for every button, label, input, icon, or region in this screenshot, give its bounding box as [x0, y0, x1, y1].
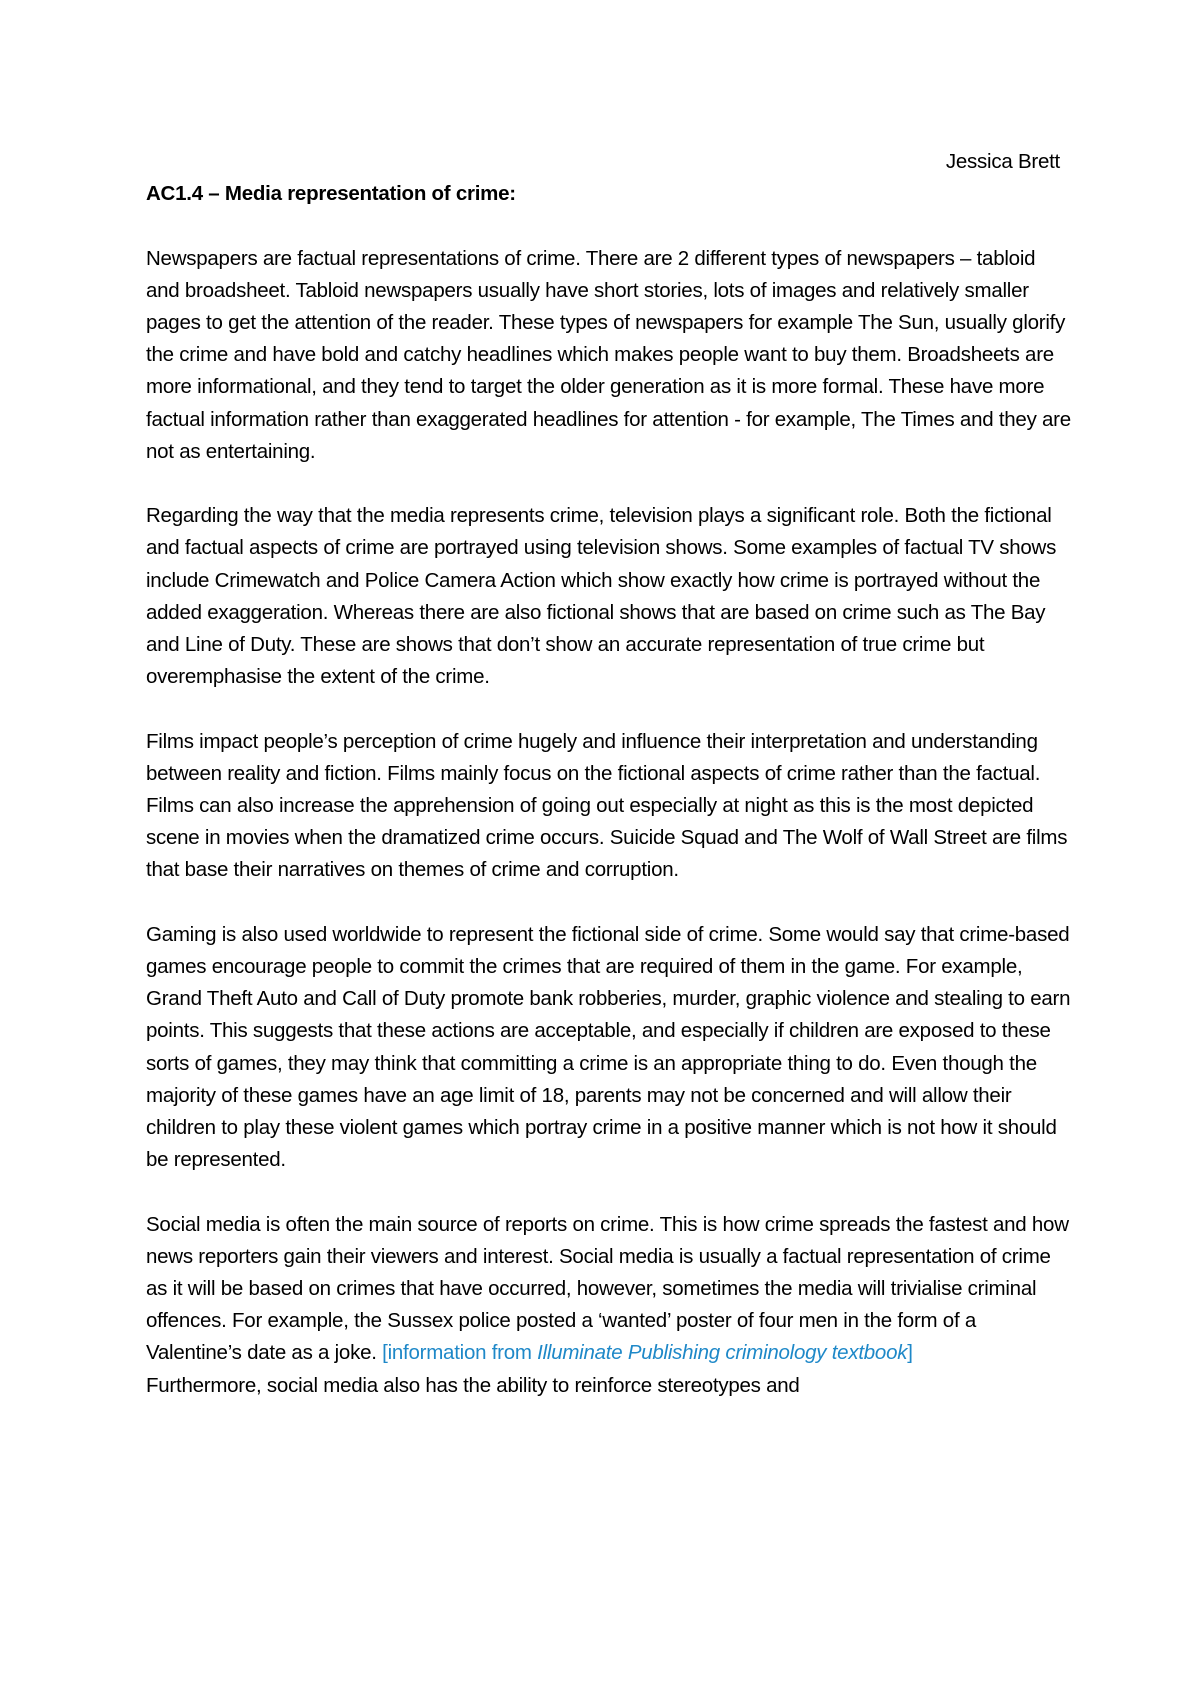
citation-close: ] — [907, 1341, 913, 1365]
document-body — [146, 146, 1071, 1434]
citation-open: [information from — [382, 1341, 538, 1365]
document-heading: AC1.4 – Media representation of crime: — [146, 182, 516, 206]
author-name: Jessica Brett — [945, 150, 1060, 173]
paragraph-gaming: Gaming is also used worldwide to represent the fictional side of crime. Some would say that crime-based games encourage people to commit the crimes that are required of them in the game. For example, Grand Theft Auto and Call of Duty promote bank robberies, murder, graphic violence and stealing to earn points. This suggests that these actions are acceptable, and especially if children are exposed to these sorts of games, they may think that committing a crime is an appropriate thing to do. Even though the majority of these games have an age limit of 18, parents may not be concerned and will allow their children to play these violent games which portray crime in a positive manner which is not how it should be represented. — [146, 922, 1071, 1172]
paragraph-films: Films impact people’s perception of crime hugely and influence their interpretation and understanding between reality and fiction. Films mainly focus on the fictional aspects of crime rather than the factual. Films can also increase the apprehension of going out especially at night as this is the most depicted scene in movies when the dramatized crime occurs. Suicide Squad and The Wolf of Wall Street are films that base their narratives on themes of crime and corruption. — [146, 729, 1068, 882]
social-media-text: Social media is often the main source of reports on crime. This is how crime spreads the fastest and how news reporters gain their viewers and interest. Social media is usually a factual representation of crime as it will be based on crimes that have occurred, however, sometimes the media will trivialise criminal offences. For example, the Sussex police posted a ‘wanted’ poster of four men in the form of a Valentine’s date as a joke. — [146, 1212, 1069, 1365]
social-media-continuation: Furthermore, social media also has the ability to reinforce stereotypes and — [146, 1373, 800, 1397]
paragraph-social-media — [146, 1209, 1071, 1402]
paragraph-television: Regarding the way that the media represents crime, television plays a significant role. Both the fictional and factual aspects of crime are portrayed using television shows. Some examples of factual TV shows include Crimewatch and Police Camera Action which show exactly how crime is portrayed without the added exaggeration. Whereas there are also fictional shows that are based on crime such as The Bay and Line of Duty. These are shows that don’t show an accurate representation of true crime but overemphasise the extent of the crime. — [146, 504, 1057, 689]
citation-reference — [382, 1341, 913, 1364]
paragraph-newspapers: Newspapers are factual representations of crime. There are 2 different types of newspapers – tabloid and broadsheet. Tabloid newspapers usually have short stories, lots of images and relatively smaller pages to get the attention of the reader. These types of newspapers for example The Sun, usually glorify the crime and have bold and catchy headlines which makes people want to buy them. Broadsheets are more informational, and they tend to target the older generation as it is more formal. These have more factual information rather than exaggerated headlines for attention - for example, The Times and they are not as entertaining. — [146, 246, 1071, 463]
citation-source: Illuminate Publishing criminology textbook — [537, 1341, 908, 1365]
